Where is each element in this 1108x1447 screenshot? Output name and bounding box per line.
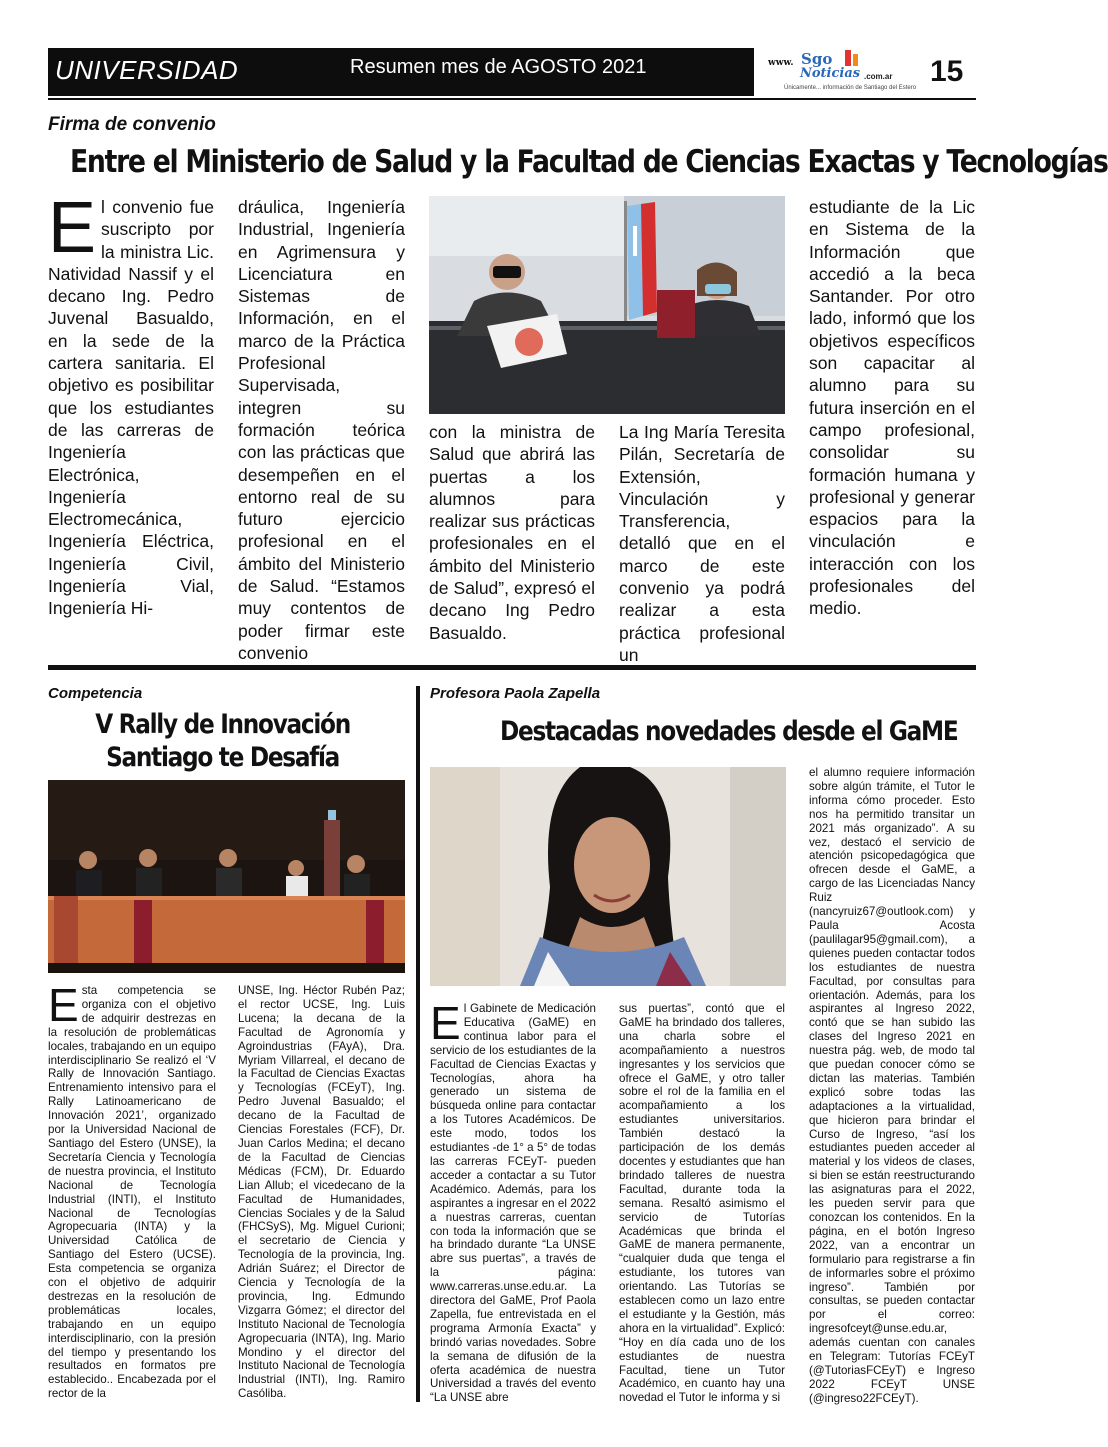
article2-dropcap: E (48, 979, 79, 1031)
article3-column-1: El Gabinete de Medicación Educativa (GaME) en continua labor para el servicio de los estudiantes de la Facultad de Ciencias Exactas y Tecnologías, ahora ha generado un sistema de búsqueda online para contactar a los Tutores Académicos. De este modo, todos los estudiantes -de 1° a 5° de todas las carreras FCEyT- pueden acceder a contactar a su Tutor Académico. Además, para los aspirantes a ingresar en el 2022 a nuestras carreras, cuentan con toda la información que se ha brindado durante “La UNSE abre sus puertas”, a través de la página: www.carreras.unse.edu.ar. La directora del GaME, Prof Paola Zapella, fue entrevistada en el programa Armonía Exacta” y brindó varias novedades. Sobre la semana de difusión de la oferta académica de nuestra Universidad a través del evento “La UNSE abre (430, 997, 596, 1405)
article3-column-3: el alumno requiere información sobre algún trámite, el Tutor le informa cómo proceder. Esto nos ha permitido transitar un 2021 más organizado”. A su vez, destacó el servicio de atención psicopedagógica que ofrecen desde el GaME, a cargo de las Licenciadas Nancy Ruiz (nancyruiz67@outlook.com) y Paula Acosta (paulilagar95@gmail.com), a quienes pueden contactar todos los estudiantes de nuestra Facultad, por consultas para orientación. Además, para los aspirantes al Ingreso 2022, contó que se han subido las clases del Ingreso 2021 en nuestra pág. web, de modo tal que puedan conocer cómo se dictan las materias. También explicó sobre todas las adaptaciones a la virtualidad, que hicieron para brindar el Curso de Ingreso, “así los estudiantes pueden acceder al material y los videos de clases, si bien se están reestructurando las asignaturas para el 2022, les pueden servir para que conozcan los contenidos. En la página, en el botón Ingreso 2022, van a encontrar un formulario para registrarse a fin de informarles sobre el próximo ingreso”. También por consultas, se pueden contactar por el correo: ingresofceyt@unse.edu.ar, además cuentan con canales en Telegram: Tutorías FCEyT (@TutoriasFCEyT) e Ingreso 2022 FCEyT UNSE (@ingreso22FCEyT). (809, 766, 975, 1405)
logo-domain: .com.ar (864, 72, 893, 81)
article2-headline (48, 708, 397, 774)
page-number: 15 (930, 55, 964, 88)
article1-photo-signing (429, 196, 785, 414)
column-divider (416, 686, 420, 1402)
logo-bar-red-icon (845, 50, 851, 66)
article1-column-5: estudiante de la Lic en Sistema de la Información que accedió a la beca Santander. Por otro lado, informó que los objetivos específicos son capacitar al alumno para su futura inserción en el campo profesional, consolidar su formación humana y profesional y generar espacios para la vinculación e interacción con los profesionales del medio. (809, 197, 975, 619)
article2-headline-line1: V Rally de Innovación (95, 709, 350, 740)
logo-sgo: Sgo (801, 50, 833, 68)
logo-tagline: Únicamente... información de Santiago del Estero (784, 85, 917, 91)
section-title: UNIVERSIDAD (55, 55, 239, 85)
article3-photo-paola-zapella (430, 767, 786, 986)
article2-column-1: Esta competencia se organiza con el objetivo de adquirir destrezas en la resolución de problemáticas locales, trabajando en un equipo interdisciplinario Se realizó el ‘V Rally de Innovación Santiago. Entrenamiento intensivo para el Rally Latinoamericano de Innovación 2021’, organizado por la Universidad Nacional de Santiago del Estero (UNSE), la Secretaría Ciencia y Tecnología de nuestra provincia, el Instituto Nacional de Tecnología Industrial (INTI), el Instituto Nacional de Tecnologías Agropecuaria (INTA) y la Universidad Católica de Santiago del Estero (UCSE). Esta competencia se organiza con el objetivo de adquirir destrezas en la resolución de problemáticas locales, trabajando en un equipo interdisciplinario, con la presión del tiempo y presentando los resultados en formatos pre establecido.. Encabezada por el rector de la (48, 979, 216, 1401)
article1-kicker: Firma de convenio (48, 114, 216, 135)
article1-column-3: con la ministra de Salud que abrirá las puertas a los alumnos para realizar sus prácticas profesionales en el ámbito del Ministerio de Salud”, expresó el decano Ing Pedro Basualdo. (429, 422, 595, 643)
article3-column-2: sus puertas”, contó que el GaME ha brindado dos talleres, una charla sobre el acompañamiento a nuestros ingresantes y los servicios que ofrece el GaME, y otro taller sobre el rol de la familia en el acompañamiento a los estudiantes universitarios. También destacó la participación de los demás docentes y estudiantes que han brindado talleres de nuestra Facultad, durante toda la semana. Resaltó asimismo el servicio de Tutorías Académicas que brinda el GaME de manera permanente, “cualquier duda que tenga el estudiante, los tutores van orientando. Las Tutorías se establecen como un lazo entre el estudiante y la Gestión, más ahora en la virtualidad”. Explicó: “Hoy en día cada uno de los estudiantes de nuestra Facultad, tiene un Tutor Académico, en cuanto hay una novedad el Tutor le informa y si (619, 1002, 785, 1405)
article1-column-4: La Ing María Teresita Pilán, Secretaría de Extensión, Vinculación y Transferencia, detalló que en el marco de este convenio ya podrá realizar a esta práctica profesional un (619, 422, 785, 665)
header-rule (48, 98, 976, 100)
article2-column-2: UNSE, Ing. Héctor Rubén Paz; el rector UCSE, Ing. Luis Lucena; la decana de la Facultad de Agronomía y Agroindustrias (FAyA), Dra. Myriam Villarreal, el decano de la Facultad de Ciencias Exactas y Tecnologías (FCEyT), Ing. Pedro Juvenal Basualdo; el decano de la Facultad de Ciencias Forestales (FCF), Dr. Juan Carlos Medina; el decano de la Facultad de Ciencias Médicas (FCM), Dr. Eduardo Lian Allub; el vicedecano de la Facultad de Humanidades, Ciencias Sociales y de la Salud (FHCSyS), Mg. Miguel Curioni; el secretario de Ciencia y Tecnología de la provincia, Ing. Adrián Suárez; el Director de Ciencia y Tecnología de la provincia, Ing. Edmundo Vizgarra Gómez; el director del Instituto Nacional de Tecnología Agropecuaria (INTA), Ing. Mario Mondino y el director del Instituto Nacional de Tecnología Industrial (INTI), Ing. Ramiro Casóliba. (238, 984, 405, 1401)
logo-noticias: Noticias (800, 66, 861, 81)
article2-kicker: Competencia (48, 685, 143, 702)
issue-summary: Resumen mes de AGOSTO 2021 (350, 56, 647, 78)
article2-photo-rally-panel (48, 780, 405, 973)
logo-bar-orange-icon (853, 54, 858, 66)
article3-kicker: Profesora Paola Zapella (430, 685, 601, 702)
article2-headline-line2: Santiago te Desafía (106, 742, 340, 773)
article1-column-1: El convenio fue suscripto por la ministra Lic. Natividad Nassif y el decano Ing. Pedro Juvenal Basualdo, en la sede de la cartera sanitaria. El objetivo es posibilitar que los estudiantes de las carreras de Ingeniería Electrónica, Ingeniería Electromecánica, Ingeniería Eléctrica, Ingeniería Civil, Ingeniería Vial, Ingeniería Hi- (48, 188, 214, 619)
article3-dropcap: E (430, 997, 461, 1049)
article1-column-2: dráulica, Ingeniería Industrial, Ingeniería en Agrimensura y Licenciatura en Sistemas de Información, en el marco de la Práctica Profesional Supervisada, integren su formación teórica con las prácticas que desempeñen en el entorno real de su futuro ejercicio profesional en el ámbito del Ministerio de Salud. “Estamos muy contentos de poder firmar este convenio (238, 197, 405, 663)
article1-headline: Entre el Ministerio de Salud y la Facultad de Ciencias Exactas y Tecnologías (70, 144, 1108, 180)
section-divider (48, 665, 976, 670)
article1-dropcap: E (48, 188, 97, 268)
logo-www: www. (768, 58, 794, 68)
article3-headline: Destacadas novedades desde el GaME (500, 716, 958, 747)
